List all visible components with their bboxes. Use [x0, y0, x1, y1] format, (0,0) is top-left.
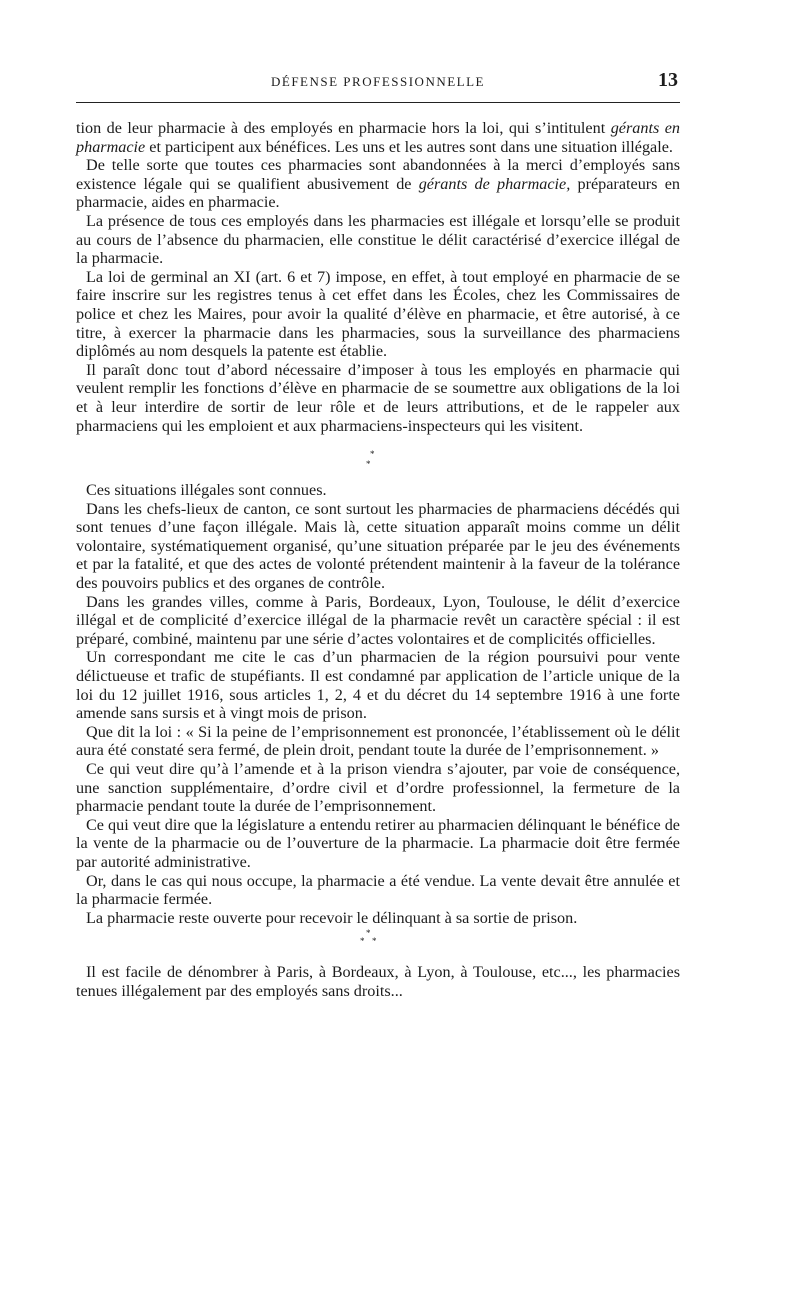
section-separator [76, 927, 680, 963]
paragraph: Ce qui veut dire qu’à l’amende et à la prison viendra s’ajouter, par voie de conséquence, une sanction supplémentaire, d’ordre civil et d’ordre professionnel, la fermeture de la pharmacie pendant toute la durée de l’emprisonnement. [76, 760, 680, 816]
text-run: et participent aux bénéfices. Les uns et les autres sont dans une situation illégale. [145, 137, 673, 156]
page-header [76, 69, 680, 94]
text-run: préparateurs en pharmacie, aides en pharmacie. [76, 174, 680, 212]
paragraph: Dans les chefs-lieux de canton, ce sont surtout les pharmacies de pharmaciens décédés qui sont tenues d’une façon illégale. Mais là, cette situation apparaît moins comme un délit volontaire, systématiquement organisé, qu’une situation préparée par le jeu des événements et par la fatalité, et que des actes de volonté prétendent maintenir à la faveur de la tolérance des pouvoirs publics et des organes de contrôle. [76, 499, 680, 593]
text-run: De telle sorte que toutes ces pharmacies sont abandonnées à la merci d’employés sans existence légale qui se qualifient abusivement de [76, 156, 680, 193]
paragraph: La loi de germinal an XI (art. 6 et 7) impose, en effet, à tout employé en pharmacie de se faire inscrire sur les registres tenus à cet effet dans les Écoles, chez les Commissaires de police et chez les Maires, pour avoir la qualité d’élève en pharmacie, et être autorisé, à ce titre, à exercer la pharmacie dans les pharmacies, sous la surveillance des pharmaciens diplômés au nom desquels la patente est établie. [76, 267, 680, 361]
italic-text: gérants en pharmacie [76, 119, 681, 156]
paragraph: Que dit la loi : « Si la peine de l’emprisonnement est prononcée, l’établissement où le délit aura été constaté sera fermé, de plein droit, pendant toute la durée de l’emprisonnement. » [76, 722, 680, 760]
separator-asterisk: * [372, 936, 377, 947]
running-title: DÉFENSE PROFESSIONNELLE [271, 74, 485, 89]
paragraph: Ce qui veut dire que la législature a entendu retirer au pharmacien délinquant le bénéfice de la vente de la pharmacie ou de l’ouverture de la pharmacie. La pharmacie doit être fermée par autorité administrative. [76, 815, 680, 871]
paragraph: Il paraît donc tout d’abord nécessaire d’imposer à tous les employés en pharmacie qui veulent remplir les fonctions d’élève en pharmacie de se soumettre aux obligations de la loi et à leur interdire de sortir de leur rôle et de leurs attributions, et de le rappeler aux pharmaciens qui les emploient et aux pharmaciens-inspecteurs qui les visitent. [76, 360, 680, 435]
page-number: 13 [658, 69, 678, 91]
header-rule [76, 102, 680, 103]
text-run: tion de leur pharmacie à des employés en pharmacie hors la loi, qui s’intitulent [76, 119, 611, 137]
separator-asterisk: * [360, 936, 365, 947]
paragraph: Il est facile de dénombrer à Paris, à Bordeaux, à Lyon, à Toulouse, etc..., les pharmacies tenues illégalement par des employés sans droits... [76, 963, 680, 1000]
italic-text: gérants de pharmacie, [418, 174, 571, 193]
paragraph: Or, dans le cas qui nous occupe, la pharmacie a été vendue. La vente devait être annulée et la pharmacie fermée. [76, 871, 680, 909]
section-separator [76, 435, 680, 481]
page-body [76, 119, 680, 1001]
separator-asterisk: * [366, 928, 371, 939]
paragraph: Dans les grandes villes, comme à Paris, Bordeaux, Lyon, Toulouse, le délit d’exercice illégal et de complicité d’exercice illégal de la pharmacie revêt un caractère spécial : il est préparé, combiné, maintenu par une série d’actes volontaires et de complicités officielles. [76, 592, 680, 648]
paragraph [76, 119, 680, 156]
paragraph: Un correspondant me cite le cas d’un pharmacien de la région poursuivi pour vente délictueuse et trafic de stupéfiants. Il est condamné par application de l’article unique de la loi du 12 juillet 1916, sous articles 1, 2, 4 et du décret du 14 septembre 1916 à une forte amende sans sursis et à vingt mois de prison. [76, 648, 680, 723]
paragraph: Ces situations illégales sont connues. [86, 481, 327, 500]
separator-asterisk: * [370, 449, 375, 460]
paragraph: La pharmacie reste ouverte pour recevoir le délinquant à sa sortie de prison. [86, 908, 578, 927]
separator-asterisk: * [366, 459, 371, 470]
paragraph [76, 156, 680, 212]
paragraph: La présence de tous ces employés dans les pharmacies est illégale et lorsqu’elle se produit au cours de l’absence du pharmacien, elle constitue le délit caractérisé d’exercice illégal de la pharmacie. [76, 211, 680, 268]
